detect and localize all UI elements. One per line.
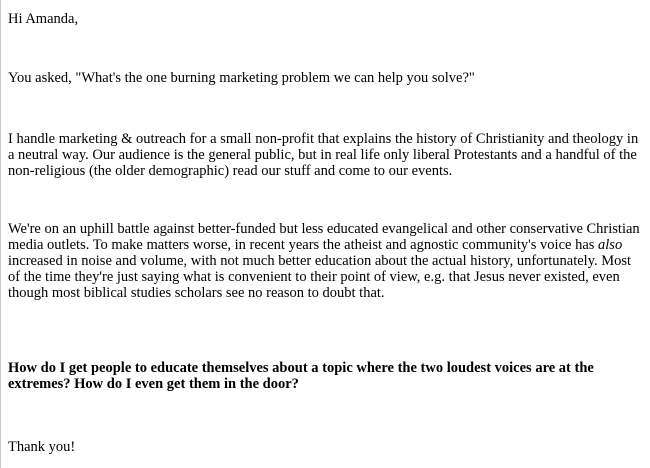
- asked-paragraph: You asked, "What's the one burning marketing problem we can help you solve?": [8, 70, 475, 86]
- closing-line: Thank you!: [8, 439, 76, 455]
- key-question: How do I get people to educate themselves about a topic where the two loudest voices are at the extremes? How do I even get them in the door?: [8, 360, 594, 392]
- context-paragraph: I handle marketing & outreach for a small non-profit that explains the history of Christianity and theology in a neutral way. Our audience is the general public, but in real life only liberal Protestants and a handful of the non-religious (the older demographic) read our stuff and come to our events.: [8, 131, 639, 179]
- battle-text-start: We're on an uphill battle against better-funded but less educated evangelical and other conservative Christian media outlets. To make matters worse, in recent years the atheist and agnostic community's voice has: [8, 221, 640, 253]
- battle-text-end: increased in noise and volume, with not much better education about the actual history, unfortunately. Most of the time they're just saying what is convenient to their point of view, e.g. that Jesus never existed, even though most biblical studies scholars see no reason to doubt that.: [8, 253, 632, 301]
- greeting-line: Hi Amanda,: [8, 11, 79, 27]
- battle-paragraph: [8, 221, 644, 301]
- battle-emphasis: also: [598, 237, 623, 253]
